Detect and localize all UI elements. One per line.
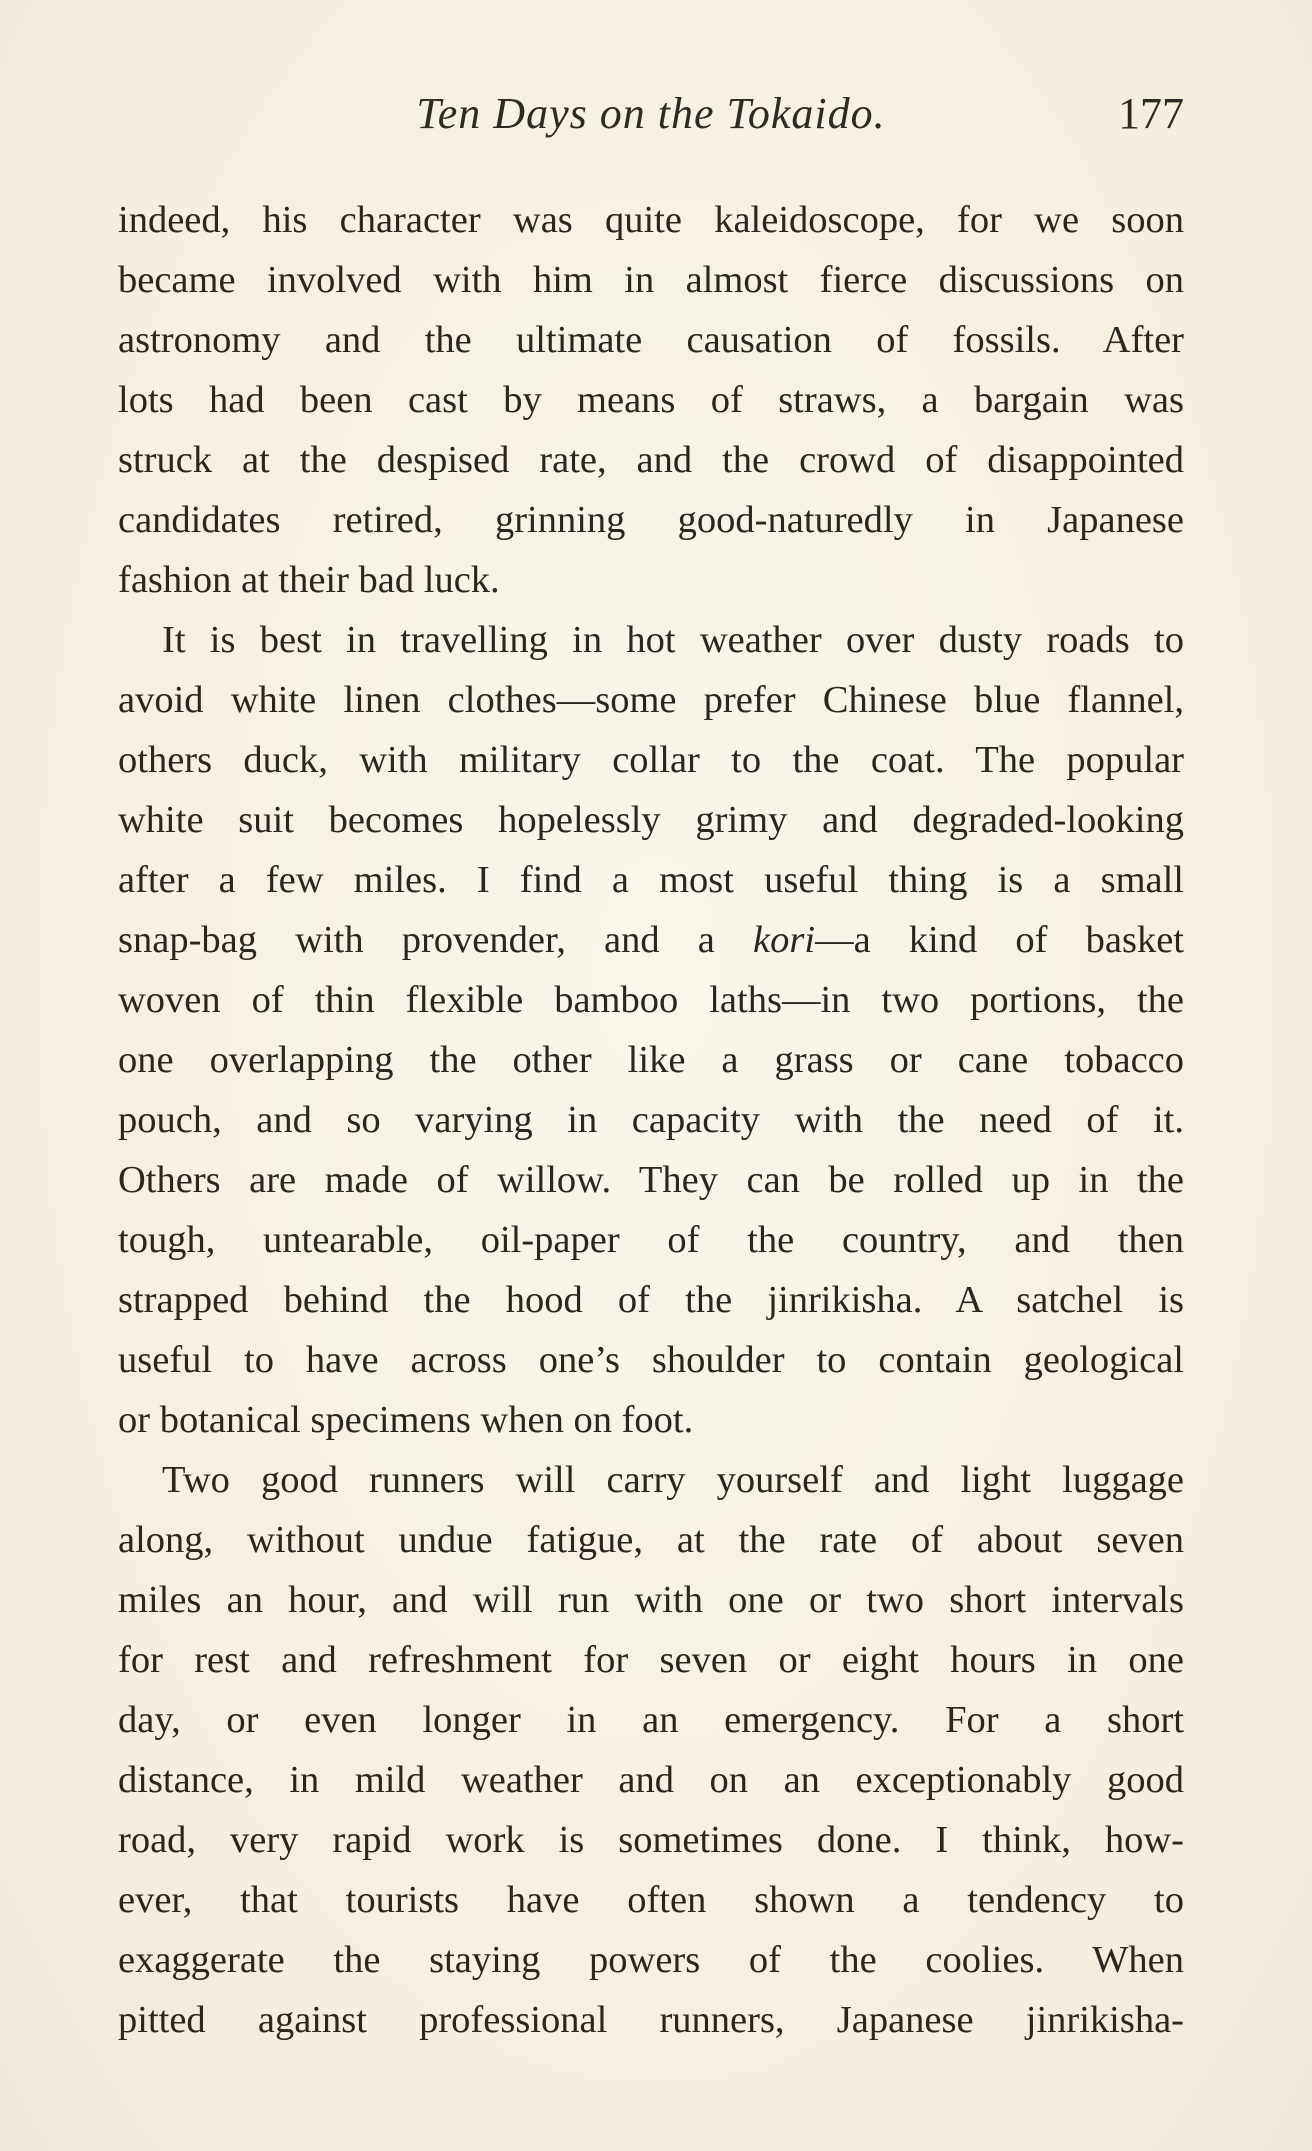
text-line: lots had been cast by means of straws, a bargain was	[118, 379, 1184, 421]
text-line: useful to have across one’s shoulder to contain geological	[118, 1339, 1184, 1381]
text-line: along, without undue fatigue, at the rate of about seven	[118, 1519, 1184, 1561]
text-line: astronomy and the ultimate causation of fossils. After	[118, 319, 1184, 361]
text-line: one overlapping the other like a grass or cane tobacco	[118, 1039, 1184, 1081]
text-line: for rest and refreshment for seven or eight hours in one	[118, 1639, 1184, 1681]
text-line-with-italic	[118, 910, 1184, 970]
text-line: fashion at their bad luck.	[118, 559, 500, 601]
text-line: or botanical specimens when on foot.	[118, 1399, 694, 1441]
text-line: avoid white linen clothes—some prefer Chinese blue flannel,	[118, 679, 1184, 721]
running-title: Ten Days on the Tokaido.	[416, 89, 886, 138]
text-line: struck at the despised rate, and the crowd of disappointed	[118, 439, 1184, 481]
text-line: became involved with him in almost fierce discussions on	[118, 259, 1184, 301]
text-line: pouch, and so varying in capacity with the need of it.	[118, 1099, 1184, 1141]
text-segment: snap-bag with provender, and a	[118, 919, 754, 961]
text-line: exaggerate the staying powers of the coolies. When	[118, 1939, 1184, 1981]
text-line: indeed, his character was quite kaleidoscope, for we soon	[118, 199, 1184, 241]
text-line: day, or even longer in an emergency. For a short	[118, 1699, 1184, 1741]
page-number: 177	[1118, 89, 1184, 138]
text-line: road, very rapid work is sometimes done. I think, how-	[118, 1819, 1184, 1861]
text-line: miles an hour, and will run with one or two short intervals	[118, 1579, 1184, 1621]
text-line: distance, in mild weather and on an exceptionably good	[118, 1759, 1184, 1801]
text-line: It is best in travelling in hot weather over dusty roads to	[162, 619, 1184, 661]
page-header	[118, 88, 1184, 148]
text-line: others duck, with military collar to the coat. The popular	[118, 739, 1184, 781]
text-line: woven of thin flexible bamboo laths—in two portions, the	[118, 979, 1184, 1021]
text-line: ever, that tourists have often shown a tendency to	[118, 1879, 1184, 1921]
text-line: Others are made of willow. They can be rolled up in the	[118, 1159, 1184, 1201]
italic-term: kori	[753, 919, 816, 961]
text-line: after a few miles. I find a most useful thing is a small	[118, 859, 1184, 901]
text-line: white suit becomes hopelessly grimy and degraded-looking	[118, 799, 1184, 841]
text-line: pitted against professional runners, Japanese jinrikisha-	[118, 1999, 1184, 2041]
text-line: candidates retired, grinning good-naturedly in Japanese	[118, 499, 1184, 541]
text-segment: —a kind of basket	[815, 919, 1184, 961]
body-text	[118, 190, 1184, 2050]
text-line: Two good runners will carry yourself and light luggage	[162, 1459, 1184, 1501]
text-line: tough, untearable, oil-paper of the country, and then	[118, 1219, 1184, 1261]
text-line: strapped behind the hood of the jinrikisha. A satchel is	[118, 1279, 1184, 1321]
